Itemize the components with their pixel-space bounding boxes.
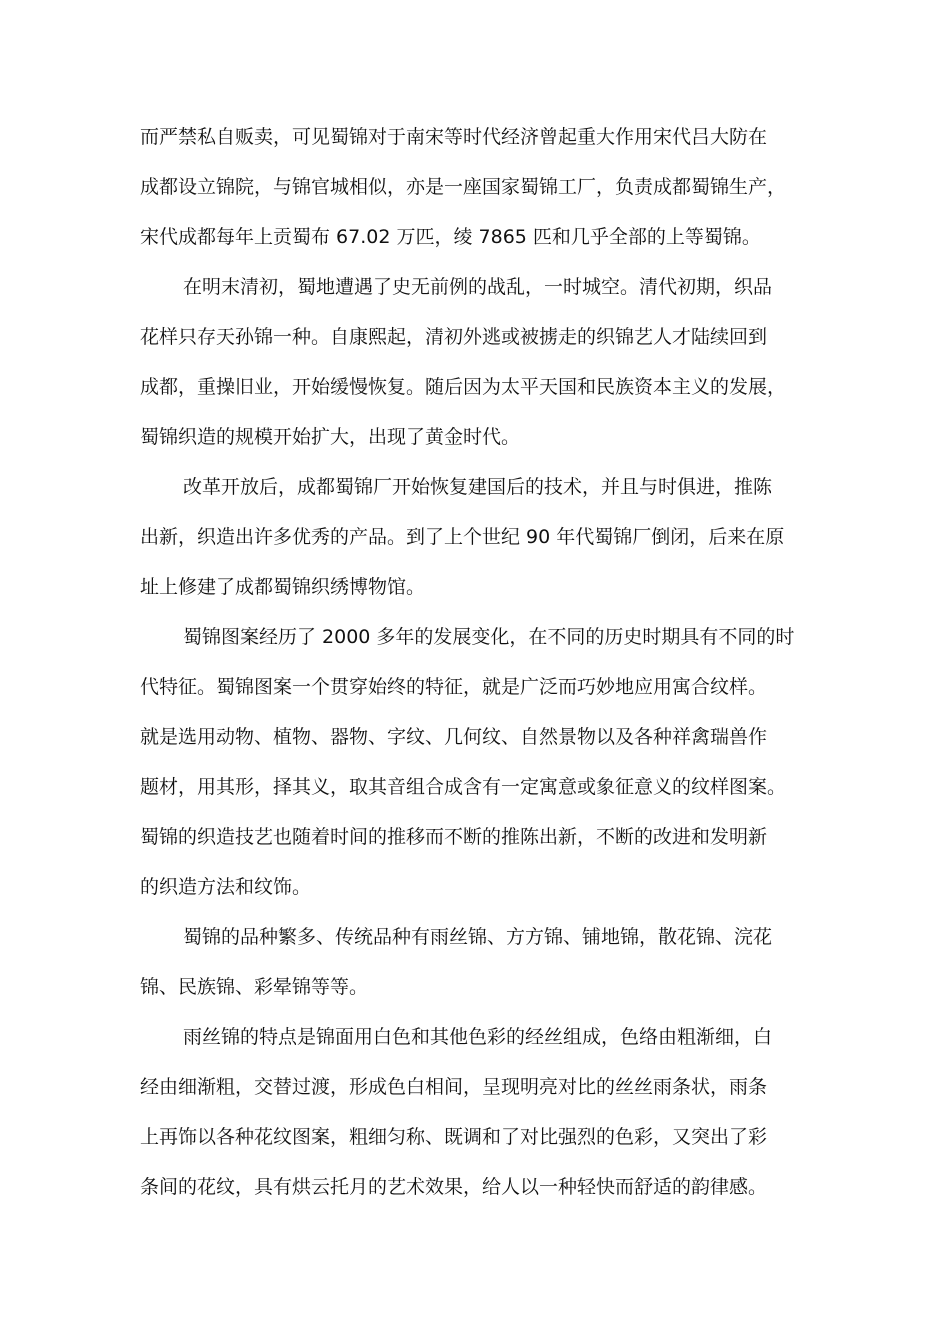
text-line: 的织造方法和纹饰。 [140,876,312,898]
paragraph-first-line: 改革开放后，成都蜀锦厂开始恢复建国后的技术，并且与时俱进，推陈 [183,476,773,498]
text-line: 成都设立锦院，与锦官城相似，亦是一座国家蜀锦工厂，负责成都蜀锦生产， [140,176,787,198]
text-line: 蜀锦的织造技艺也随着时间的推移而不断的推陈出新，不断的改进和发明新 [140,826,768,848]
text-line: 蜀锦织造的规模开始扩大，出现了黄金时代。 [140,426,521,448]
paragraph-first-line: 在明末清初，蜀地遭遇了史无前例的战乱，一时城空。清代初期，织品 [183,276,773,298]
text-line: 而严禁私自贩卖，可见蜀锦对于南宋等时代经济曾起重大作用宋代吕大防在 [140,126,768,148]
text-line: 就是选用动物、植物、器物、字纹、几何纹、自然景物以及各种祥禽瑞兽作 [140,726,768,748]
paragraph-first-line: 蜀锦图案经历了 2000 多年的发展变化，在不同的历史时期具有不同的时 [183,626,795,648]
text-line: 花样只存天孙锦一种。自康熙起，清初外逃或被掳走的织锦艺人才陆续回到 [140,326,768,348]
paragraph-first-line: 蜀锦的品种繁多、传统品种有雨丝锦、方方锦、铺地锦，散花锦、浣花 [183,926,773,948]
text-line: 宋代成都每年上贡蜀布 67.02 万匹，绫 7865 匹和几乎全部的上等蜀锦。 [140,226,761,248]
text-line: 题材，用其形，择其义，取其音组合成含有一定寓意或象征意义的纹样图案。 [140,776,787,798]
text-line: 址上修建了成都蜀锦织绣博物馆。 [140,576,426,598]
text-line: 锦、民族锦、彩晕锦等等。 [140,976,369,998]
text-line: 出新，织造出许多优秀的产品。到了上个世纪 90 年代蜀锦厂倒闭，后来在原 [140,526,785,548]
text-line: 条间的花纹，具有烘云托月的艺术效果，给人以一种轻快而舒适的韵律感。 [140,1176,768,1198]
text-line: 经由细渐粗，交替过渡，形成色白相间，呈现明亮对比的丝丝雨条状，雨条 [140,1076,768,1098]
text-line: 成都，重操旧业，开始缓慢恢复。随后因为太平天国和民族资本主义的发展， [140,376,787,398]
paragraph-first-line: 雨丝锦的特点是锦面用白色和其他色彩的经丝组成，色络由粗渐细，白 [183,1026,773,1048]
text-line: 上再饰以各种花纹图案，粗细匀称、既调和了对比强烈的色彩，又突出了彩 [140,1126,768,1148]
text-line: 代特征。蜀锦图案一个贯穿始终的特征，就是广泛而巧妙地应用寓合纹样。 [140,676,768,698]
